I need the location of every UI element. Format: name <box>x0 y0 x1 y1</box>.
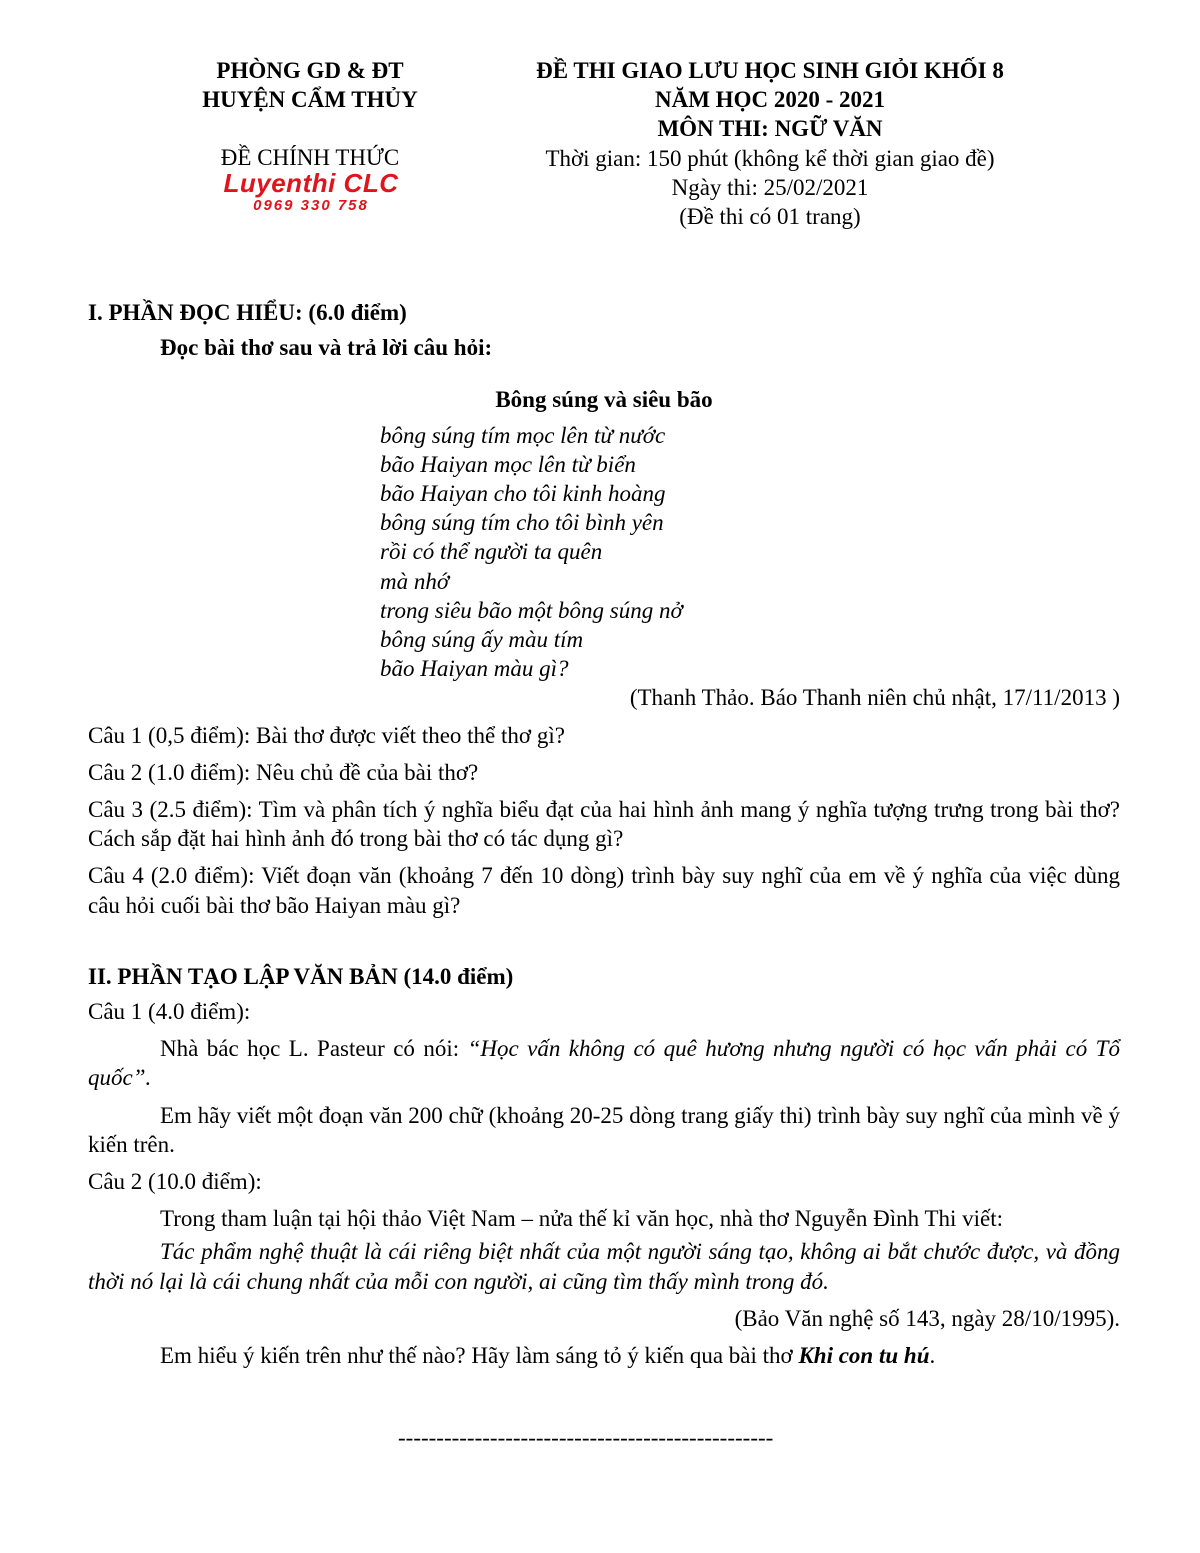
poem-source: (Thanh Thảo. Báo Thanh niên chủ nhật, 17/11/2013 ) <box>629 685 1120 711</box>
essay-question-1-task: Em hãy viết một đoạn văn 200 chữ (khoảng 20-25 dòng trang giấy thi) trình bày suy nghĩ của mình về ý kiến trên. <box>88 1102 1120 1157</box>
watermark-phone: 0969 330 758 <box>253 197 369 214</box>
section2-heading: II. PHẦN TẠO LẬP VĂN BẢN (14.0 điểm) <box>88 963 514 989</box>
essay-question-2-task <box>88 1341 1120 1370</box>
school-year: NĂM HỌC 2020 - 2021 <box>655 87 885 113</box>
task-suffix: . <box>929 1343 936 1369</box>
poem-line: mà nhớ <box>380 568 450 594</box>
question-3: Câu 3 (2.5 điểm): Tìm và phân tích ý nghĩa biểu đạt của hai hình ảnh mang ý nghĩa tượng trưng trong bài thơ? Cách sắp đặt hai hình ảnh đó trong bài thơ có tác dụng gì? <box>88 797 1120 852</box>
end-rule: ------------------------------------------------- <box>398 1425 774 1450</box>
district-name: HUYỆN CẨM THỦY <box>202 87 418 113</box>
essay-question-1-label: Câu 1 (4.0 điểm): <box>88 999 251 1025</box>
essay-question-2-intro: Trong tham luận tại hội thảo Việt Nam – nửa thế kỉ văn học, nhà thơ Nguyễn Đình Thi viết: <box>160 1206 1004 1232</box>
poem-line: rồi có thể người ta quên <box>380 539 603 565</box>
exam-content <box>88 298 1120 1370</box>
exam-title: ĐỀ THI GIAO LƯU HỌC SINH GIỎI KHỐI 8 <box>536 58 1004 83</box>
poem <box>380 421 1120 684</box>
nguyen-dinh-thi-quote: Tác phẩm nghệ thuật là cái riêng biệt nhất của một người sáng tạo, không ai bắt chước được, và đồng thời nó lại là cái chung nhất của mỗi con người, ai cũng tìm thấy mình trong đó. <box>88 1239 1120 1294</box>
section1-heading: I. PHẦN ĐỌC HIỂU: (6.0 điểm) <box>88 300 407 325</box>
poem-line: bão Haiyan màu gì? <box>380 656 569 682</box>
task-prefix: Em hiểu ý kiến trên như thế nào? Hãy làm sáng tỏ ý kiến qua bài thơ <box>160 1343 799 1369</box>
exam-title-block <box>470 56 1070 231</box>
poem-line: trong siêu bão một bông súng nở <box>380 597 683 623</box>
exam-duration: Thời gian: 150 phút (không kể thời gian giao đề) <box>545 145 995 171</box>
poem-line: bông súng tím cho tôi bình yên <box>380 510 664 536</box>
exam-date: Ngày thi: 25/02/2021 <box>671 174 869 200</box>
question-2: Câu 2 (1.0 điểm): Nêu chủ đề của bài thơ? <box>88 759 479 785</box>
section1-instruction: Đọc bài thơ sau và trả lời câu hỏi: <box>160 335 493 361</box>
poem-title: Bông súng và siêu bão <box>495 387 713 413</box>
question-1: Câu 1 (0,5 điểm): Bài thơ được viết theo thể thơ gì? <box>88 722 565 748</box>
poem-work-title: Khi con tu hú <box>798 1343 930 1369</box>
essay-question-1-intro: Nhà bác học L. Pasteur có nói: <box>160 1036 468 1062</box>
poem-line: bão Haiyan cho tôi kinh hoàng <box>380 481 666 507</box>
question-4: Câu 4 (2.0 điểm): Viết đoạn văn (khoảng 7 đến 10 dòng) trình bày suy nghĩ của em về ý nghĩa của việc dùng câu hỏi cuối bài thơ bão Haiyan màu gì? <box>88 863 1120 918</box>
official-label: ĐỀ CHÍNH THỨC <box>220 145 400 171</box>
watermark-logo <box>196 170 426 215</box>
exam-subject: MÔN THI: NGỮ VĂN <box>657 116 883 142</box>
department-name: PHÒNG GD & ĐT <box>216 58 404 83</box>
watermark-name: Luyenthi CLC <box>223 168 399 198</box>
poem-line: bông súng tím mọc lên từ nước <box>380 422 666 448</box>
poem-line: bão Haiyan mọc lên từ biển <box>380 451 636 477</box>
poem-line: bông súng ấy màu tím <box>380 627 584 653</box>
page-count-note: (Đề thi có 01 trang) <box>679 204 861 230</box>
essay-question-2-label: Câu 2 (10.0 điểm): <box>88 1169 262 1195</box>
quote-source: (Bảo Văn nghệ số 143, ngày 28/10/1995). <box>734 1305 1120 1331</box>
issuer-block <box>160 56 460 173</box>
pasteur-quote: “Học vấn không có quê hương nhưng người có học vấn phải có Tổ quốc”. <box>88 1036 1120 1091</box>
essay-question-1-prompt <box>88 1034 1120 1092</box>
